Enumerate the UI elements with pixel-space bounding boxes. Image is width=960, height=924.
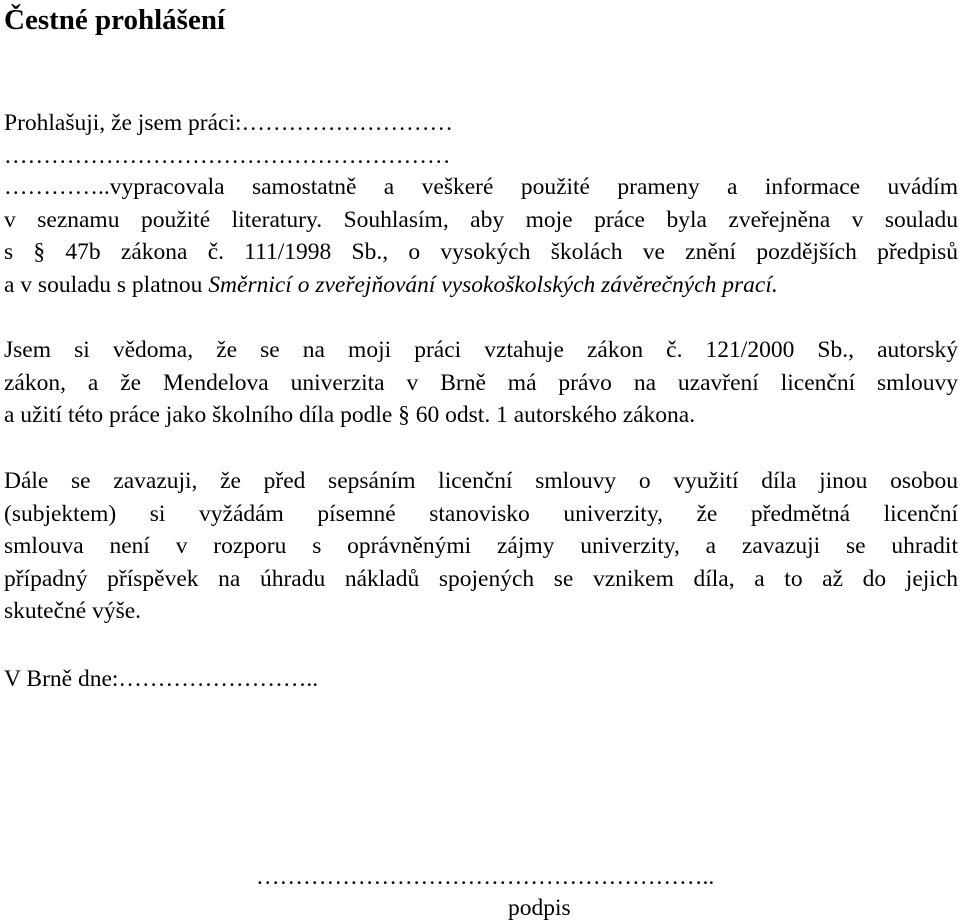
copyright-line-2: zákon, a že Mendelova univerzita v Brně má právo na uzavření licenční smlouvy xyxy=(4,369,958,396)
document-title: Čestné prohlášení xyxy=(4,4,226,36)
declaration-line-1: Prohlašuji, že jsem práci:……………………… xyxy=(4,110,454,136)
signature-dots: ………………………………………………….. xyxy=(256,864,715,890)
license-paragraph xyxy=(4,465,958,628)
license-line-3: smlouva není v rozporu s oprávněnými zájmy univerzity, a zavazuji se uhradit xyxy=(4,533,958,560)
declaration-line-4: v seznamu použité literatury. Souhlasím, aby moje práce byla zveřejněna v souladu xyxy=(4,206,958,233)
license-line-5: skutečné výše. xyxy=(4,598,142,625)
directive-name: Směrnicí o zveřejňování vysokoškolských závěrečných prací. xyxy=(208,271,778,298)
declaration-paragraph xyxy=(4,171,958,301)
date-line: V Brně dne:…………………….. xyxy=(4,666,319,692)
declaration-line-2: ………………………………………………… xyxy=(4,143,451,169)
copyright-line-1: Jsem si vědoma, že se na moji práci vztahuje zákon č. 121/2000 Sb., autorský xyxy=(4,337,958,363)
declaration-line-6 xyxy=(4,269,958,302)
declaration-line-6-plain: a v souladu s platnou xyxy=(4,271,209,298)
signature-label: podpis xyxy=(508,895,571,921)
license-line-2: (subjektem) si vyžádám písemné stanovisko univerzity, že předmětná licenční xyxy=(4,500,958,527)
copyright-paragraph xyxy=(4,334,958,432)
copyright-line-3: a užití této práce jako školního díla podle § 60 odst. 1 autorského zákona. xyxy=(4,402,696,429)
license-line-4: případný příspěvek na úhradu nákladů spojených se vznikem díla, a to až do jejich xyxy=(4,565,958,592)
declaration-line-3: …………..vypracovala samostatně a veškeré použité prameny a informace uvádím xyxy=(4,174,958,200)
declaration-line-5: s § 47b zákona č. 111/1998 Sb., o vysokých školách ve znění pozdějších předpisů xyxy=(4,239,958,266)
license-line-1: Dále se zavazuji, že před sepsáním licenční smlouvy o využití díla jinou osobou xyxy=(4,468,958,494)
